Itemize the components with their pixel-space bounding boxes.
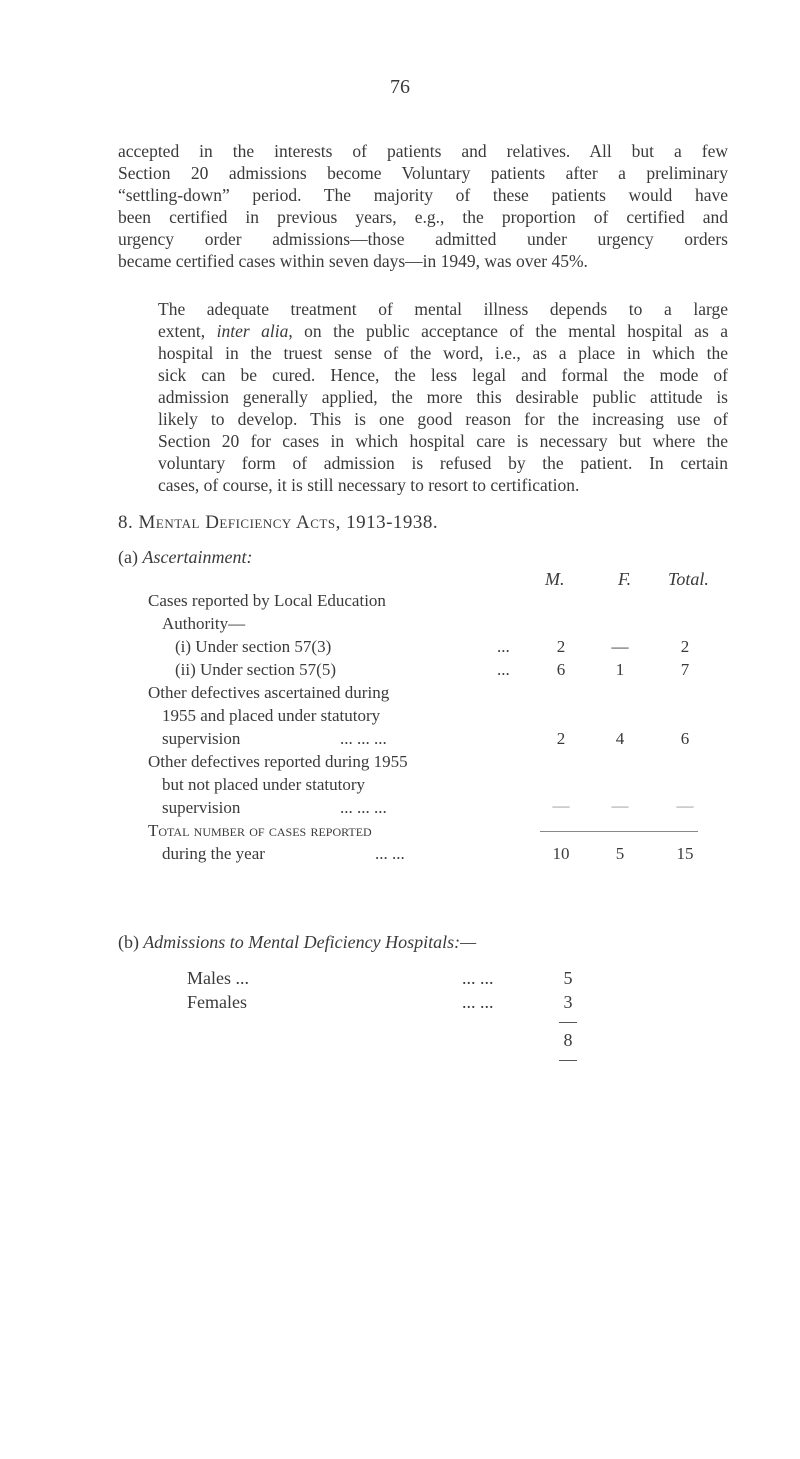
paragraph-1 xyxy=(118,140,728,272)
subsection-a-heading xyxy=(118,547,252,568)
text-line: The adequate treatment of mental illness depends to a large xyxy=(158,299,728,319)
admissions-males-value: 5 xyxy=(563,968,573,988)
row-label-total: Total number of cases reported xyxy=(148,821,372,840)
row-label: Females xyxy=(187,992,247,1012)
section-years: 1913-1938. xyxy=(346,512,439,533)
row-label: 1955 and placed under statutory xyxy=(162,706,381,725)
row-label: supervision xyxy=(162,798,241,817)
text-line: cases, of course, it is still necessary to resort to certification. xyxy=(158,475,580,495)
text-line: Section 20 admissions become Voluntary patients after a preliminary xyxy=(118,163,728,183)
paragraph-2 xyxy=(118,298,728,496)
text-line: “settling-down” period. The majority of these patients would have xyxy=(118,185,728,205)
column-header-total: Total. xyxy=(668,569,709,589)
text-line: hospital in the truest sense of the word, i.e., as a place in which the xyxy=(158,343,728,363)
sum-rule-bottom xyxy=(559,1060,577,1061)
subsection-b-heading xyxy=(118,932,476,953)
row-label: Cases reported by Local Education xyxy=(148,591,386,610)
column-header-m: M. xyxy=(545,569,565,589)
text-line: sick can be cured. Hence, the less legal and formal the mode of xyxy=(158,365,728,385)
table-rule xyxy=(540,831,698,832)
row-dots: ... ... ... xyxy=(340,798,387,817)
admissions-total-value: 8 xyxy=(563,1030,573,1050)
row-dots: ... ... xyxy=(462,992,494,1012)
text-line: likely to develop. This is one good reason for the increasing use of xyxy=(158,409,728,429)
row-label: but not placed under statutory xyxy=(162,775,366,794)
text-line: admission generally applied, the more this desirable public attitude is xyxy=(158,387,728,407)
row-dots: ... ... ... xyxy=(340,729,387,748)
cell-total: 7 xyxy=(680,660,690,679)
cell-total: 2 xyxy=(680,637,690,656)
text-line: been certified in previous years, e.g., the proportion of certified and xyxy=(118,207,728,227)
row-dots: ... xyxy=(497,637,510,656)
cell-total: — xyxy=(676,796,694,815)
cell-m: 2 xyxy=(556,729,566,748)
cell-m: 6 xyxy=(556,660,566,679)
row-dots: ... xyxy=(497,660,510,679)
subsection-label: (b) xyxy=(118,932,139,952)
cell-m: 2 xyxy=(556,637,566,656)
cell-m: — xyxy=(552,796,570,815)
row-label: Authority— xyxy=(162,614,246,633)
page-number: 76 xyxy=(390,76,410,98)
row-label: (ii) Under section 57(5) xyxy=(175,660,336,679)
row-label: during the year xyxy=(162,844,265,863)
cell-total: 15 xyxy=(676,844,694,863)
cell-f: 1 xyxy=(615,660,625,679)
text-line xyxy=(118,320,728,342)
italic-text: inter alia xyxy=(216,321,289,341)
sum-rule-top xyxy=(559,1022,577,1023)
subsection-label: (a) xyxy=(118,547,138,567)
section-title: Mental Deficiency Acts, xyxy=(138,512,341,533)
row-label: supervision xyxy=(162,729,241,748)
column-header-f: F. xyxy=(618,569,632,589)
row-dots: ... ... xyxy=(462,968,494,988)
cell-f: 5 xyxy=(615,844,625,863)
text-line: became certified cases within seven days—in 1949, was over 45%. xyxy=(118,251,588,271)
text-line: accepted in the interests of patients and relatives. All but a few xyxy=(118,141,728,161)
cell-m: 10 xyxy=(552,844,570,863)
text-line: Section 20 for cases in which hospital care is necessary but where the xyxy=(158,431,728,451)
row-label: Other defectives reported during 1955 xyxy=(148,752,408,771)
row-dots: ... ... xyxy=(375,844,405,863)
row-label: Males ... xyxy=(187,968,249,988)
cell-total: 6 xyxy=(680,729,690,748)
section-number: 8. xyxy=(118,512,134,533)
text-line: urgency order admissions—those admitted under urgency orders xyxy=(118,229,728,249)
text-segment: , on the public acceptance of the mental hospital as a xyxy=(288,321,728,341)
subsection-title: Admissions to Mental Deficiency Hospitals:— xyxy=(143,932,477,952)
cell-f: — xyxy=(611,637,629,656)
cell-f: — xyxy=(611,796,629,815)
text-segment: extent, xyxy=(158,321,217,341)
admissions-females-value: 3 xyxy=(563,992,573,1012)
subsection-title: Ascertainment: xyxy=(142,547,253,567)
row-label: (i) Under section 57(3) xyxy=(175,637,332,656)
section-heading xyxy=(118,512,438,534)
text-line: voluntary form of admission is refused by the patient. In certain xyxy=(158,453,728,473)
row-label: Other defectives ascertained during xyxy=(148,683,390,702)
cell-f: 4 xyxy=(615,729,625,748)
